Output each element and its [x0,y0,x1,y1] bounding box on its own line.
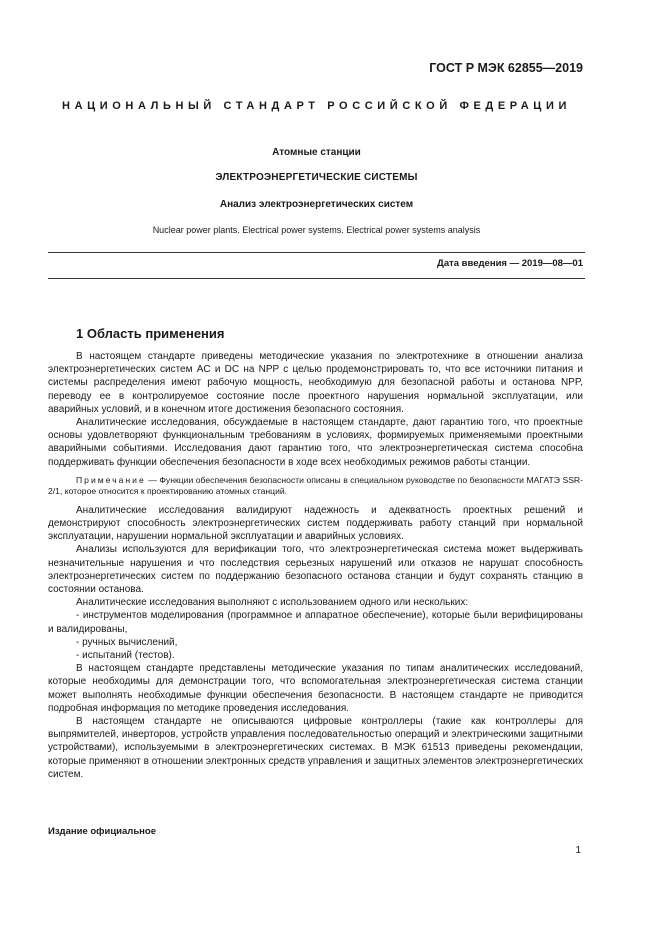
paragraph-6: В настоящем стандарте представлены методические указания по типам аналитических исследований, которые необходимы для демонстрации того, что вспомогательная электроэнергетическая система станции может выполнять необходимые функции обеспечения безопасности. В настоящем стандарте не приводится подробная информация по методике проведения исследования. [48,663,583,714]
paragraph-7: В настоящем стандарте не описываются цифровые контроллеры (такие как контроллеры для выпрямителей, инверторов, устройств управления последовательностью операций и электрическими защитными устройствами), используемыми в электроэнергетических системах. В МЭК 61513 приведены рекомендации, которые применяют в отношении электронных средств управления и защитных элементов электроэнергетических систем. [48,716,583,780]
title-line-1: Атомные станции [272,147,361,158]
paragraph-4: Анализы используются для верификации того, что электроэнергетическая система может выдерживать незначительные нарушения и что последствия серьезных нарушений или отказов не нарушат способность электроэнергетических систем по поддержанию безопасного останова станции и будут сохранять станцию в состоянии останова. [48,544,583,596]
title-line-2: ЭЛЕКТРОЭНЕРГЕТИЧЕСКИЕ СИСТЕМЫ [215,172,418,183]
paragraph-5: Аналитические исследования выполняют с использованием одного или нескольких: [76,597,469,609]
national-standard-banner: НАЦИОНАЛЬНЫЙ СТАНДАРТ РОССИЙСКОЙ ФЕДЕРАЦИИ [62,100,571,112]
paragraph-2: Аналитические исследования, обсуждаемые в настоящем стандарте, дают гарантию того, что проектные основы удовлетворяют функциональным требованиям в условиях, формируемых применяемыми проектными аварийными событиями. Исследования дают гарантию того, что электроэнергетическая система способна поддерживать функции обеспечения безопасности в ходе всех необходимых режимов работы станции. [48,417,583,468]
section-heading: 1 Область применения [76,326,225,341]
edition-label: Издание официальное [48,826,156,837]
introduction-date: Дата введения — 2019—08—01 [437,258,583,269]
paragraph-3: Аналитические исследования валидируют надежность и адекватность проектных решений и демонстрируют способность электроэнергетических систем поддерживать работу станций при нормальной эксплуатации, нарушении нормальной эксплуатации и аварийных условиях. [48,504,583,543]
note-text: — Функции обеспечения безопасности описаны в специальном руководстве по безопасности МАГАТЭ SSR-2/1, которое относится к проектированию атомных станций. [48,474,583,497]
list-item: - инструментов моделирования (программное и аппаратное обеспечение), которые были верифицированы и валидированы, [48,610,583,635]
note [48,475,583,498]
section-body [48,350,583,781]
title-line-3: Анализ электроэнергетических систем [219,199,414,210]
date-divider [48,278,585,279]
document-code: ГОСТ Р МЭК 62855—2019 [429,61,583,75]
english-title: Nuclear power plants. Electrical power systems. Electrical power systems analysis [152,225,481,235]
page-number: 1 [575,845,581,856]
list-item: - ручных вычислений, [76,636,178,648]
top-divider [48,252,585,253]
note-label: Примечание [76,474,146,485]
list-item: - испытаний (тестов). [76,650,175,662]
paragraph-1: В настоящем стандарте приведены методические указания по электротехнике в отношении анализа электроэнергетических систем AC и DC на NPP с целью продемонстрировать то, что все источники питания и системы распределения имеют рабочую мощность, необходимую для безопасной работы и останова NPP, переводу ее в контролируемое состояние после проектного нарушения нормальной эксплуатации, или аварийных условий, и в конечном итоге достижения безопасного состояния. [48,351,583,415]
